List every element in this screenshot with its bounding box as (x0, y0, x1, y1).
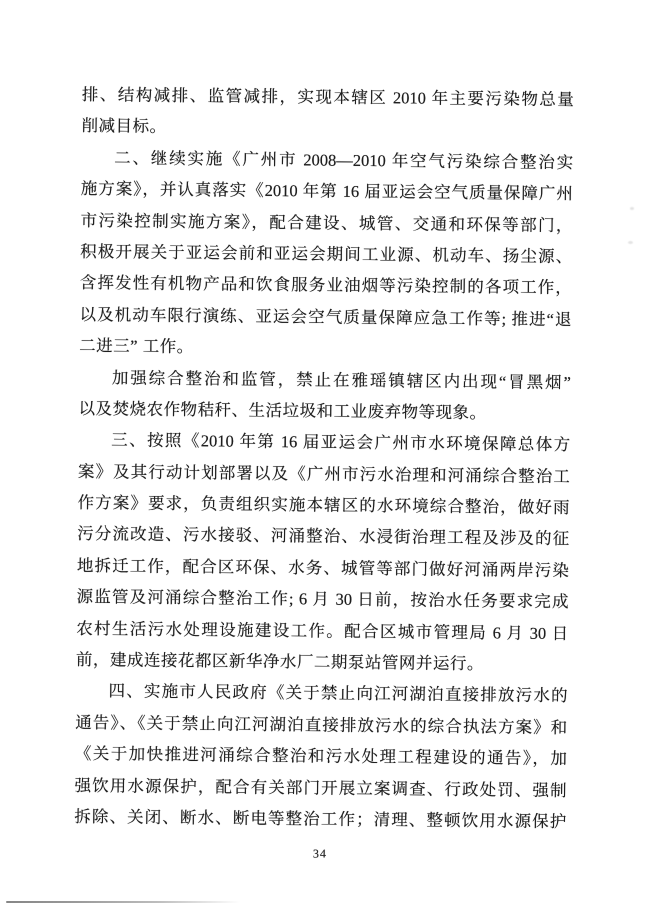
text-line: 加强综合整治和监管，禁止在雅瑶镇辖区内出现“冒黑烟” (111, 367, 571, 392)
text-line: 市污染控制实施方案》，配合建设、城管、交通和环保等部门， (80, 210, 573, 235)
text-line: 地拆迁工作，配合区环保、水务、城管等部门做好河涌两岸污染 (76, 555, 569, 580)
text-line: 积极开展关于亚运会前和亚运会期间工业源、机动车、扬尘源、 (80, 241, 573, 267)
text-line: 以及机动车限行演练、亚运会空气质量保障应急工作等; 推进“退 (79, 304, 572, 329)
text-line: 削减目标。 (81, 116, 167, 137)
text-line: 以及焚烧农作物秸秆、生活垃圾和工业废弃物等现象。 (78, 398, 487, 423)
text-line: 拆除、关闭、断水、断电等整治工作；清理、整顿饮用水源保护 (74, 806, 567, 832)
text-line: 三、按照《2010 年第 16 届亚运会广州市水环境保障总体方 (111, 430, 571, 455)
text-line: 排、结构减排、监管减排，实现本辖区 2010 年主要污染物总量 (81, 84, 574, 110)
text-line: 前，建成连接花都区新华净水厂二期泵站管网并运行。 (75, 649, 484, 674)
text-line: 作方案》要求，负责组织实施本辖区的水环境综合整治，做好雨 (77, 493, 570, 518)
text-line: 通告》、《关于禁止向江河湖泊直接排放污水的综合执法方案》和 (75, 712, 568, 737)
text-line: 二、继续实施《广州市 2008—2010 年空气污染综合整治实 (114, 148, 574, 172)
text-line: 强饮用水源保护，配合有关部门开展立案调查、行政处罚、强制 (74, 775, 567, 800)
text-line: 二进三” 工作。 (79, 336, 194, 357)
text-line: 施方案》，并认真落实《2010 年第 16 届亚运会空气质量保障广州 (80, 179, 573, 204)
page-number: 34 (312, 846, 327, 861)
scan-artifact-line (6, 901, 240, 903)
text-lines (74, 79, 574, 837)
text-line: 农村生活污水处理设施建设工作。配合区城市管理局 6 月 30 日 (76, 618, 569, 643)
scan-artifact-speck (630, 207, 634, 210)
text-line: 含挥发性有机物产品和饮食服务业油烟等污染控制的各项工作， (79, 273, 572, 298)
text-line: 《关于加快推进河涌综合整治和污水处理工程建设的通告》，加 (74, 744, 568, 769)
scan-artifact-speck (628, 241, 633, 244)
text-line: 源监管及河涌综合整治工作; 6 月 30 日前，按治水任务要求完成 (76, 587, 569, 612)
document-body (74, 79, 574, 864)
text-line: 四、实施市人民政府《关于禁止向江河湖泊直接排放污水的 (108, 681, 568, 706)
text-line: 污分流改造、污水接驳、河涌整治、水浸街治理工程及涉及的征 (77, 524, 570, 549)
text-line: 案》及其行动计划部署以及《广州市污水治理和河涌综合整治工 (77, 461, 570, 486)
